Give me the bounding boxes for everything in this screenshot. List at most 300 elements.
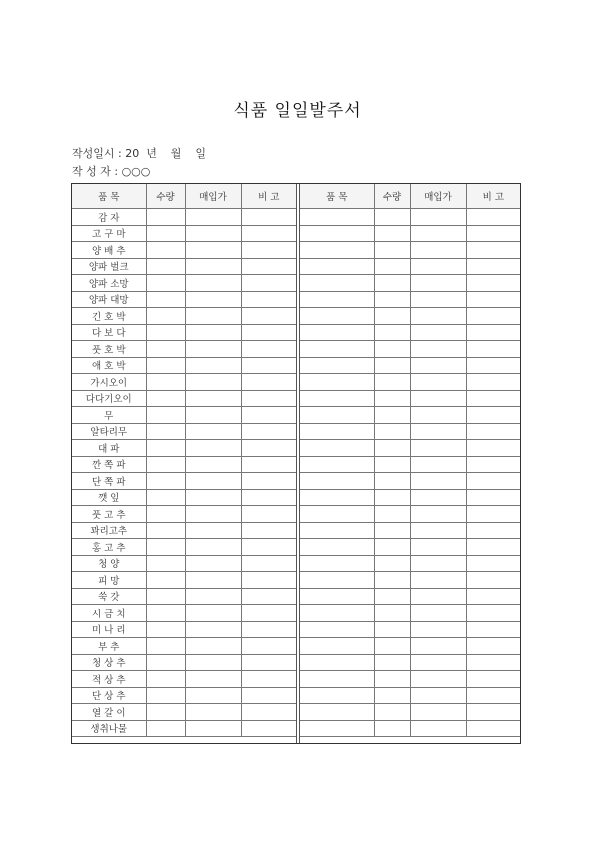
table-row bbox=[72, 258, 296, 275]
qty-cell[interactable] bbox=[146, 555, 185, 572]
price-cell[interactable] bbox=[410, 258, 466, 275]
qty-cell[interactable] bbox=[374, 605, 410, 622]
note-cell[interactable] bbox=[466, 473, 520, 490]
note-cell[interactable] bbox=[241, 605, 296, 622]
table-row bbox=[72, 357, 296, 374]
item-name: 적 상 추 bbox=[72, 671, 146, 688]
item-cell[interactable] bbox=[300, 555, 374, 572]
note-cell[interactable] bbox=[466, 588, 520, 605]
item-cell[interactable] bbox=[300, 572, 374, 589]
note-cell[interactable] bbox=[466, 357, 520, 374]
price-cell[interactable] bbox=[185, 539, 241, 556]
qty-cell[interactable] bbox=[146, 357, 185, 374]
note-cell[interactable] bbox=[466, 638, 520, 655]
price-cell[interactable] bbox=[410, 572, 466, 589]
qty-cell[interactable] bbox=[146, 423, 185, 440]
table-row bbox=[300, 687, 520, 704]
item-cell[interactable] bbox=[300, 291, 374, 308]
price-cell[interactable] bbox=[410, 308, 466, 325]
price-cell[interactable] bbox=[410, 671, 466, 688]
table-row bbox=[72, 621, 296, 638]
header-row bbox=[300, 184, 520, 209]
table-row bbox=[72, 588, 296, 605]
table-row bbox=[300, 704, 520, 721]
note-cell[interactable] bbox=[466, 489, 520, 506]
author-line: 작 성 자 : ○○○ bbox=[72, 165, 151, 178]
order-table-right bbox=[300, 184, 520, 737]
price-cell[interactable] bbox=[410, 324, 466, 341]
header-qty: 수량 bbox=[374, 184, 410, 209]
table-row bbox=[300, 324, 520, 341]
qty-cell[interactable] bbox=[374, 407, 410, 424]
qty-cell[interactable] bbox=[374, 291, 410, 308]
note-cell[interactable] bbox=[241, 506, 296, 523]
note-cell[interactable] bbox=[241, 720, 296, 737]
item-cell[interactable] bbox=[300, 390, 374, 407]
note-cell[interactable] bbox=[241, 671, 296, 688]
note-cell[interactable] bbox=[466, 704, 520, 721]
qty-cell[interactable] bbox=[374, 539, 410, 556]
qty-cell[interactable] bbox=[146, 374, 185, 391]
price-cell[interactable] bbox=[410, 489, 466, 506]
item-name: 긴 호 박 bbox=[72, 308, 146, 325]
note-cell[interactable] bbox=[241, 291, 296, 308]
table-row bbox=[300, 456, 520, 473]
item-cell[interactable] bbox=[300, 341, 374, 358]
note-cell[interactable] bbox=[241, 539, 296, 556]
item-cell[interactable] bbox=[300, 720, 374, 737]
item-cell[interactable] bbox=[300, 258, 374, 275]
qty-cell[interactable] bbox=[146, 654, 185, 671]
item-name: 단 쪽 파 bbox=[72, 473, 146, 490]
qty-cell[interactable] bbox=[374, 324, 410, 341]
item-cell[interactable] bbox=[300, 621, 374, 638]
price-cell[interactable] bbox=[185, 324, 241, 341]
item-cell[interactable] bbox=[300, 638, 374, 655]
note-cell[interactable] bbox=[241, 324, 296, 341]
qty-cell[interactable] bbox=[146, 638, 185, 655]
note-cell[interactable] bbox=[466, 440, 520, 457]
table-row bbox=[72, 324, 296, 341]
item-cell[interactable] bbox=[300, 357, 374, 374]
qty-cell[interactable] bbox=[374, 555, 410, 572]
qty-cell[interactable] bbox=[146, 522, 185, 539]
note-cell[interactable] bbox=[241, 341, 296, 358]
price-cell[interactable] bbox=[185, 390, 241, 407]
table-row bbox=[300, 209, 520, 226]
note-cell[interactable] bbox=[466, 324, 520, 341]
note-cell[interactable] bbox=[241, 258, 296, 275]
price-cell[interactable] bbox=[410, 720, 466, 737]
price-cell[interactable] bbox=[185, 308, 241, 325]
note-cell[interactable] bbox=[241, 489, 296, 506]
item-name: 양파 소망 bbox=[72, 275, 146, 292]
note-cell[interactable] bbox=[466, 539, 520, 556]
price-cell[interactable] bbox=[410, 390, 466, 407]
note-cell[interactable] bbox=[466, 572, 520, 589]
qty-cell[interactable] bbox=[146, 489, 185, 506]
item-cell[interactable] bbox=[300, 522, 374, 539]
price-cell[interactable] bbox=[410, 423, 466, 440]
qty-cell[interactable] bbox=[146, 324, 185, 341]
item-cell[interactable] bbox=[300, 308, 374, 325]
note-cell[interactable] bbox=[466, 621, 520, 638]
item-cell[interactable] bbox=[300, 225, 374, 242]
price-cell[interactable] bbox=[410, 242, 466, 259]
item-name: 양파 대망 bbox=[72, 291, 146, 308]
price-cell[interactable] bbox=[410, 407, 466, 424]
item-cell[interactable] bbox=[300, 407, 374, 424]
table-row bbox=[72, 506, 296, 523]
qty-cell[interactable] bbox=[146, 506, 185, 523]
qty-cell[interactable] bbox=[146, 291, 185, 308]
item-cell[interactable] bbox=[300, 275, 374, 292]
price-cell[interactable] bbox=[185, 621, 241, 638]
note-cell[interactable] bbox=[466, 720, 520, 737]
qty-cell[interactable] bbox=[374, 473, 410, 490]
table-row bbox=[300, 539, 520, 556]
price-cell[interactable] bbox=[185, 225, 241, 242]
qty-cell[interactable] bbox=[146, 390, 185, 407]
price-cell[interactable] bbox=[185, 671, 241, 688]
qty-cell[interactable] bbox=[146, 242, 185, 259]
note-cell[interactable] bbox=[466, 555, 520, 572]
item-cell[interactable] bbox=[300, 489, 374, 506]
note-cell[interactable] bbox=[466, 225, 520, 242]
qty-cell[interactable] bbox=[374, 374, 410, 391]
qty-cell[interactable] bbox=[146, 473, 185, 490]
price-cell[interactable] bbox=[410, 539, 466, 556]
qty-cell[interactable] bbox=[374, 357, 410, 374]
table-row bbox=[72, 687, 296, 704]
price-cell[interactable] bbox=[185, 572, 241, 589]
note-cell[interactable] bbox=[466, 423, 520, 440]
item-cell[interactable] bbox=[300, 473, 374, 490]
qty-cell[interactable] bbox=[146, 407, 185, 424]
table-row bbox=[300, 357, 520, 374]
qty-cell[interactable] bbox=[146, 456, 185, 473]
table-row bbox=[300, 654, 520, 671]
price-cell[interactable] bbox=[185, 423, 241, 440]
table-row bbox=[300, 390, 520, 407]
price-cell[interactable] bbox=[185, 258, 241, 275]
qty-cell[interactable] bbox=[374, 588, 410, 605]
table-row bbox=[300, 588, 520, 605]
price-cell[interactable] bbox=[185, 489, 241, 506]
qty-cell[interactable] bbox=[374, 209, 410, 226]
price-cell[interactable] bbox=[185, 440, 241, 457]
note-cell[interactable] bbox=[241, 275, 296, 292]
qty-cell[interactable] bbox=[374, 621, 410, 638]
qty-cell[interactable] bbox=[374, 522, 410, 539]
item-name: 청 상 추 bbox=[72, 654, 146, 671]
qty-cell[interactable] bbox=[374, 390, 410, 407]
table-row bbox=[72, 291, 296, 308]
qty-cell[interactable] bbox=[374, 341, 410, 358]
price-cell[interactable] bbox=[185, 209, 241, 226]
note-cell[interactable] bbox=[241, 225, 296, 242]
price-cell[interactable] bbox=[185, 506, 241, 523]
item-name: 감 자 bbox=[72, 209, 146, 226]
note-cell[interactable] bbox=[241, 638, 296, 655]
item-cell[interactable] bbox=[300, 704, 374, 721]
price-cell[interactable] bbox=[185, 654, 241, 671]
table-row bbox=[300, 407, 520, 424]
price-cell[interactable] bbox=[185, 522, 241, 539]
qty-cell[interactable] bbox=[146, 209, 185, 226]
item-name: 시 금 치 bbox=[72, 605, 146, 622]
qty-cell[interactable] bbox=[146, 225, 185, 242]
header-row bbox=[72, 184, 296, 209]
table-row bbox=[300, 473, 520, 490]
item-cell[interactable] bbox=[300, 242, 374, 259]
qty-cell[interactable] bbox=[374, 456, 410, 473]
price-cell[interactable] bbox=[410, 506, 466, 523]
item-cell[interactable] bbox=[300, 423, 374, 440]
qty-cell[interactable] bbox=[146, 539, 185, 556]
price-cell[interactable] bbox=[185, 605, 241, 622]
note-cell[interactable] bbox=[241, 687, 296, 704]
price-cell[interactable] bbox=[410, 275, 466, 292]
note-cell[interactable] bbox=[466, 275, 520, 292]
price-cell[interactable] bbox=[185, 374, 241, 391]
qty-cell[interactable] bbox=[374, 440, 410, 457]
note-cell[interactable] bbox=[241, 588, 296, 605]
price-cell[interactable] bbox=[410, 588, 466, 605]
note-cell[interactable] bbox=[466, 390, 520, 407]
note-cell[interactable] bbox=[241, 209, 296, 226]
note-cell[interactable] bbox=[466, 605, 520, 622]
qty-cell[interactable] bbox=[146, 572, 185, 589]
qty-cell[interactable] bbox=[146, 341, 185, 358]
price-cell[interactable] bbox=[185, 473, 241, 490]
table-row bbox=[72, 522, 296, 539]
note-cell[interactable] bbox=[241, 407, 296, 424]
item-name: 고 구 마 bbox=[72, 225, 146, 242]
qty-cell[interactable] bbox=[374, 720, 410, 737]
item-name: 열 갈 이 bbox=[72, 704, 146, 721]
item-name: 단 상 추 bbox=[72, 687, 146, 704]
table-row bbox=[300, 572, 520, 589]
item-name: 미 나 리 bbox=[72, 621, 146, 638]
price-cell[interactable] bbox=[185, 704, 241, 721]
note-cell[interactable] bbox=[241, 621, 296, 638]
note-cell[interactable] bbox=[466, 209, 520, 226]
price-cell[interactable] bbox=[185, 638, 241, 655]
qty-cell[interactable] bbox=[374, 489, 410, 506]
qty-cell[interactable] bbox=[374, 638, 410, 655]
item-cell[interactable] bbox=[300, 506, 374, 523]
table-row bbox=[300, 225, 520, 242]
price-cell[interactable] bbox=[185, 242, 241, 259]
item-cell[interactable] bbox=[300, 374, 374, 391]
price-cell[interactable] bbox=[185, 407, 241, 424]
table-row bbox=[72, 456, 296, 473]
qty-cell[interactable] bbox=[146, 621, 185, 638]
price-cell[interactable] bbox=[410, 638, 466, 655]
note-cell[interactable] bbox=[241, 522, 296, 539]
price-cell[interactable] bbox=[410, 605, 466, 622]
header-qty: 수량 bbox=[146, 184, 185, 209]
note-cell[interactable] bbox=[466, 671, 520, 688]
note-cell[interactable] bbox=[241, 704, 296, 721]
qty-cell[interactable] bbox=[374, 704, 410, 721]
note-cell[interactable] bbox=[241, 242, 296, 259]
qty-cell[interactable] bbox=[374, 258, 410, 275]
qty-cell[interactable] bbox=[374, 687, 410, 704]
note-cell[interactable] bbox=[241, 654, 296, 671]
table-row bbox=[72, 539, 296, 556]
note-cell[interactable] bbox=[466, 374, 520, 391]
price-cell[interactable] bbox=[185, 555, 241, 572]
qty-cell[interactable] bbox=[374, 308, 410, 325]
table-row bbox=[72, 423, 296, 440]
qty-cell[interactable] bbox=[146, 308, 185, 325]
price-cell[interactable] bbox=[185, 720, 241, 737]
price-cell[interactable] bbox=[185, 357, 241, 374]
qty-cell[interactable] bbox=[146, 687, 185, 704]
price-cell[interactable] bbox=[410, 522, 466, 539]
item-name: 알타리무 bbox=[72, 423, 146, 440]
item-name: 가시오이 bbox=[72, 374, 146, 391]
price-cell[interactable] bbox=[185, 456, 241, 473]
item-cell[interactable] bbox=[300, 440, 374, 457]
price-cell[interactable] bbox=[185, 275, 241, 292]
price-cell[interactable] bbox=[410, 473, 466, 490]
note-cell[interactable] bbox=[241, 572, 296, 589]
note-cell[interactable] bbox=[466, 522, 520, 539]
item-name: 쑥 갓 bbox=[72, 588, 146, 605]
qty-cell[interactable] bbox=[146, 671, 185, 688]
note-cell[interactable] bbox=[466, 308, 520, 325]
price-cell[interactable] bbox=[410, 704, 466, 721]
qty-cell[interactable] bbox=[374, 506, 410, 523]
item-cell[interactable] bbox=[300, 539, 374, 556]
price-cell[interactable] bbox=[410, 440, 466, 457]
price-cell[interactable] bbox=[410, 621, 466, 638]
qty-cell[interactable] bbox=[146, 258, 185, 275]
qty-cell[interactable] bbox=[374, 671, 410, 688]
note-cell[interactable] bbox=[466, 456, 520, 473]
note-cell[interactable] bbox=[466, 506, 520, 523]
table-row bbox=[72, 242, 296, 259]
table-row bbox=[72, 374, 296, 391]
table-row bbox=[300, 671, 520, 688]
item-name: 다 보 다 bbox=[72, 324, 146, 341]
price-cell[interactable] bbox=[410, 291, 466, 308]
item-cell[interactable] bbox=[300, 654, 374, 671]
note-cell[interactable] bbox=[466, 291, 520, 308]
table-row bbox=[72, 572, 296, 589]
price-cell[interactable] bbox=[410, 555, 466, 572]
price-cell[interactable] bbox=[410, 209, 466, 226]
item-name: 깻 잎 bbox=[72, 489, 146, 506]
item-name: 양 배 추 bbox=[72, 242, 146, 259]
price-cell[interactable] bbox=[410, 225, 466, 242]
note-cell[interactable] bbox=[241, 308, 296, 325]
table-row bbox=[72, 489, 296, 506]
qty-cell[interactable] bbox=[146, 704, 185, 721]
table-row bbox=[72, 390, 296, 407]
qty-cell[interactable] bbox=[146, 605, 185, 622]
item-name: 양파 벌크 bbox=[72, 258, 146, 275]
price-cell[interactable] bbox=[410, 654, 466, 671]
price-cell[interactable] bbox=[185, 291, 241, 308]
table-row bbox=[300, 258, 520, 275]
qty-cell[interactable] bbox=[374, 242, 410, 259]
item-cell[interactable] bbox=[300, 605, 374, 622]
item-name: 무 bbox=[72, 407, 146, 424]
header-note: 비 고 bbox=[241, 184, 296, 209]
note-cell[interactable] bbox=[241, 423, 296, 440]
qty-cell[interactable] bbox=[146, 720, 185, 737]
header-item: 품 목 bbox=[72, 184, 146, 209]
table-row bbox=[72, 225, 296, 242]
item-cell[interactable] bbox=[300, 588, 374, 605]
table-row bbox=[72, 704, 296, 721]
price-cell[interactable] bbox=[410, 341, 466, 358]
price-cell[interactable] bbox=[185, 687, 241, 704]
note-cell[interactable] bbox=[241, 390, 296, 407]
price-cell[interactable] bbox=[410, 374, 466, 391]
header-note: 비 고 bbox=[466, 184, 520, 209]
table-row bbox=[72, 605, 296, 622]
note-cell[interactable] bbox=[466, 258, 520, 275]
note-cell[interactable] bbox=[241, 357, 296, 374]
note-cell[interactable] bbox=[466, 407, 520, 424]
qty-cell[interactable] bbox=[374, 225, 410, 242]
qty-cell[interactable] bbox=[374, 423, 410, 440]
note-cell[interactable] bbox=[241, 555, 296, 572]
table-row bbox=[72, 275, 296, 292]
note-cell[interactable] bbox=[466, 654, 520, 671]
note-cell[interactable] bbox=[466, 687, 520, 704]
item-cell[interactable] bbox=[300, 671, 374, 688]
item-name: 홍 고 추 bbox=[72, 539, 146, 556]
note-cell[interactable] bbox=[241, 473, 296, 490]
note-cell[interactable] bbox=[241, 440, 296, 457]
price-cell[interactable] bbox=[410, 357, 466, 374]
table-row bbox=[300, 522, 520, 539]
table-row bbox=[300, 423, 520, 440]
qty-cell[interactable] bbox=[374, 275, 410, 292]
price-cell[interactable] bbox=[410, 687, 466, 704]
table-row bbox=[72, 720, 296, 737]
note-cell[interactable] bbox=[241, 374, 296, 391]
note-cell[interactable] bbox=[466, 341, 520, 358]
qty-cell[interactable] bbox=[374, 572, 410, 589]
note-cell[interactable] bbox=[241, 456, 296, 473]
note-cell[interactable] bbox=[466, 242, 520, 259]
table-row bbox=[300, 720, 520, 737]
table-row bbox=[300, 374, 520, 391]
qty-cell[interactable] bbox=[374, 654, 410, 671]
item-name: 대 파 bbox=[72, 440, 146, 457]
header-price: 매입가 bbox=[185, 184, 241, 209]
item-cell[interactable] bbox=[300, 687, 374, 704]
qty-cell[interactable] bbox=[146, 588, 185, 605]
price-cell[interactable] bbox=[410, 456, 466, 473]
item-cell[interactable] bbox=[300, 209, 374, 226]
item-cell[interactable] bbox=[300, 324, 374, 341]
qty-cell[interactable] bbox=[146, 440, 185, 457]
qty-cell[interactable] bbox=[146, 275, 185, 292]
item-name: 애 호 박 bbox=[72, 357, 146, 374]
price-cell[interactable] bbox=[185, 341, 241, 358]
price-cell[interactable] bbox=[185, 588, 241, 605]
table-row bbox=[300, 638, 520, 655]
item-cell[interactable] bbox=[300, 456, 374, 473]
